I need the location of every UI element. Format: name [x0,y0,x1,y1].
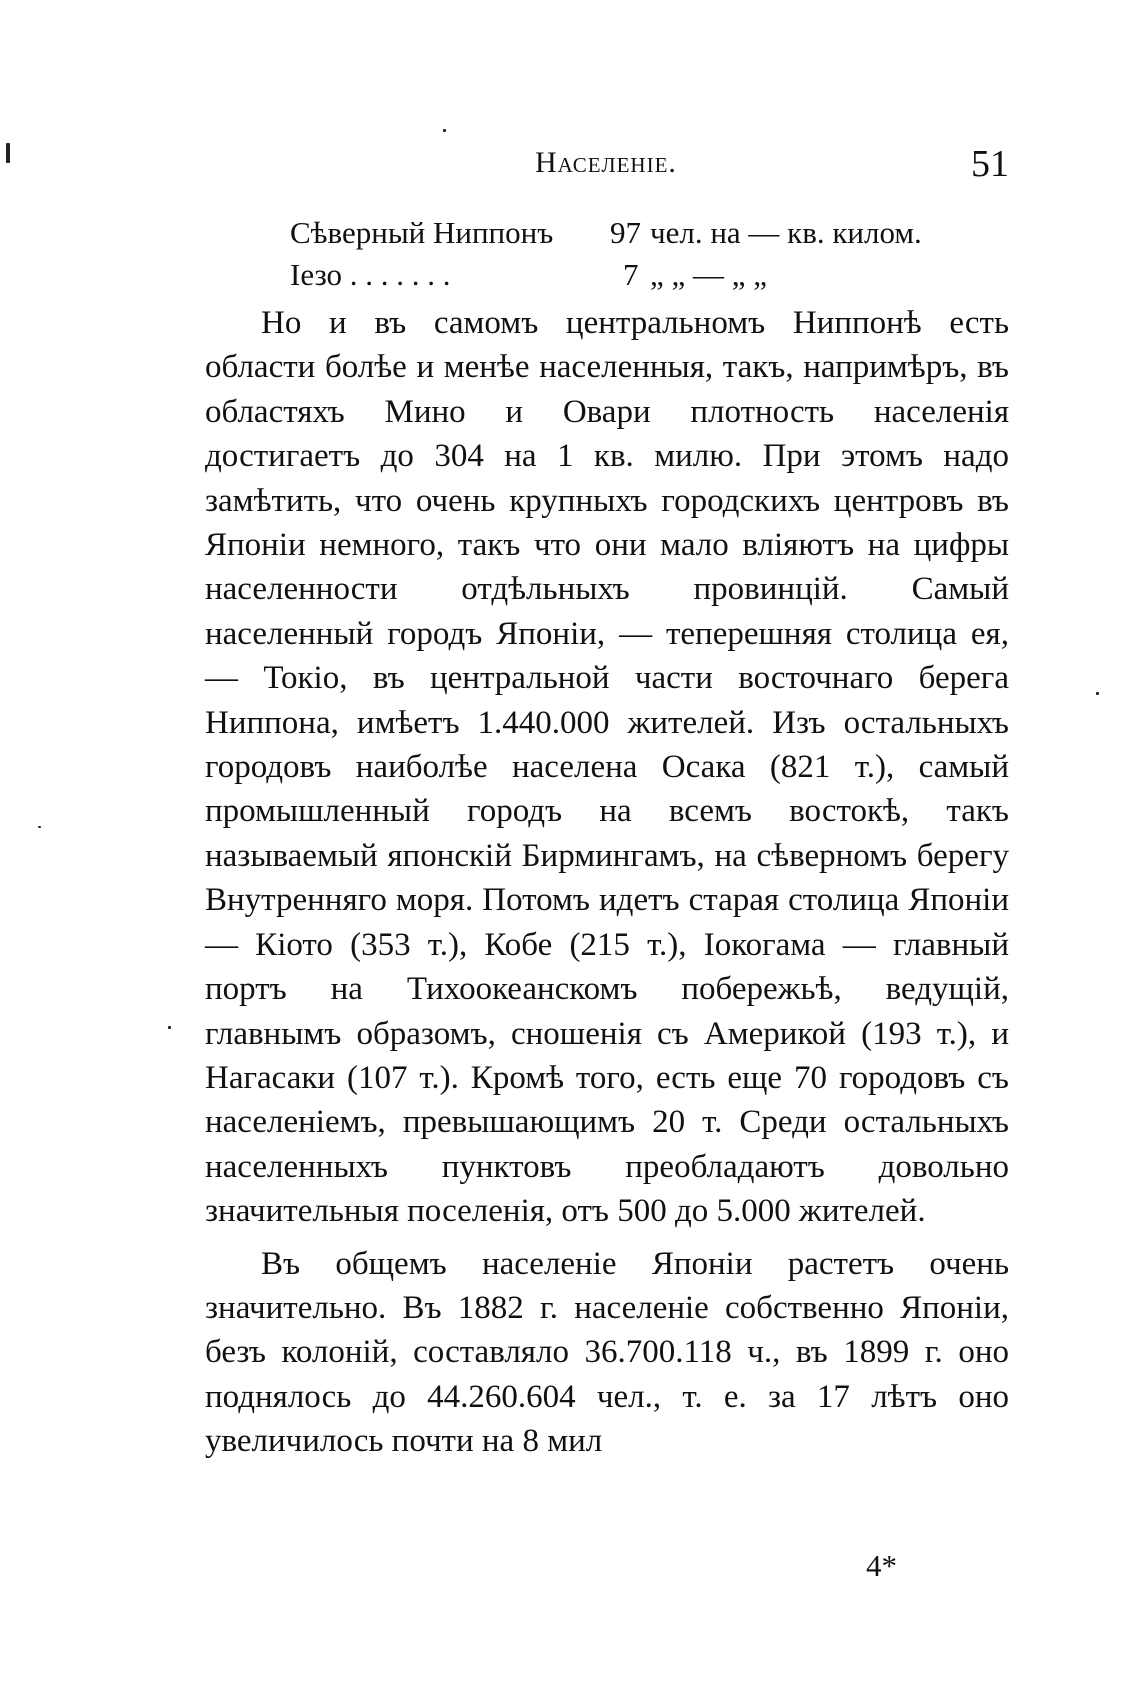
density-number: 7 [623,257,639,292]
density-row [290,215,990,257]
speck [443,129,446,132]
density-region: Іезо . . . . . . . [290,257,451,292]
speck [1096,692,1099,695]
speck [38,826,41,828]
margin-mark [6,143,10,163]
page-number: 51 [971,143,1009,185]
paragraph: Въ общемъ населеніе Японіи растетъ очень значительно. Въ 1882 г. населеніе собственно Японіи, безъ колоній, составляло 36.700.118 ч., въ 1899 г. оно поднялось до 44.260.604 чел., т. е. за 17 лѣтъ оно увеличилось почти на 8 мил [205,1245,1009,1460]
density-unit: чел. на — кв. килом. [650,215,922,250]
speck [168,1026,171,1029]
density-region: Сѣверный Ниппонъ [290,215,554,250]
density-number: 97 [610,215,641,250]
density-row [290,257,990,299]
running-head: Населеніе. [535,146,677,179]
signature-mark: 4* [866,1548,897,1583]
body-text [205,301,1009,1464]
paragraph: Но и въ самомъ центральномъ Ниппонѣ есть области болѣе и менѣе населенныя, такъ, напримѣръ, въ областяхъ Мино и Овари плотность населенія достигаетъ до 304 на 1 кв. милю. При этомъ надо замѣтить, что очень крупныхъ городскихъ центровъ въ Японіи немного, такъ что они мало вліяютъ на цифры населенности отдѣльныхъ провинцій. Самый населенный городъ Японіи, — теперешняя столица ея, — Токіо, въ центральной части восточнаго берега Ниппона, имѣетъ 1.440.000 жителей. Изъ остальныхъ городовъ наиболѣе населена Осака (821 т.), самый промышленный городъ на всемъ востокѣ, такъ называемый японскій Бирмингамъ, на сѣверномъ берегу Внутренняго моря. Потомъ идетъ старая столица Японіи — Кіото (353 т.), Кобе (215 т.), Іокогама — главный портъ на Тихоокеанскомъ побережьѣ, ведущій, главнымъ образомъ, сношенія съ Америкой (193 т.), и Нагасаки (107 т.). Кромѣ того, есть еще 70 городовъ съ населеніемъ, превышающимъ 20 т. Среди остальныхъ населенныхъ пунктовъ преобладаютъ довольно значительныя поселенія, отъ 500 до 5.000 жителей. [205,305,1009,1230]
density-unit: „ „ — „ „ [650,257,768,292]
density-table [290,215,990,299]
page-header [205,143,1009,192]
